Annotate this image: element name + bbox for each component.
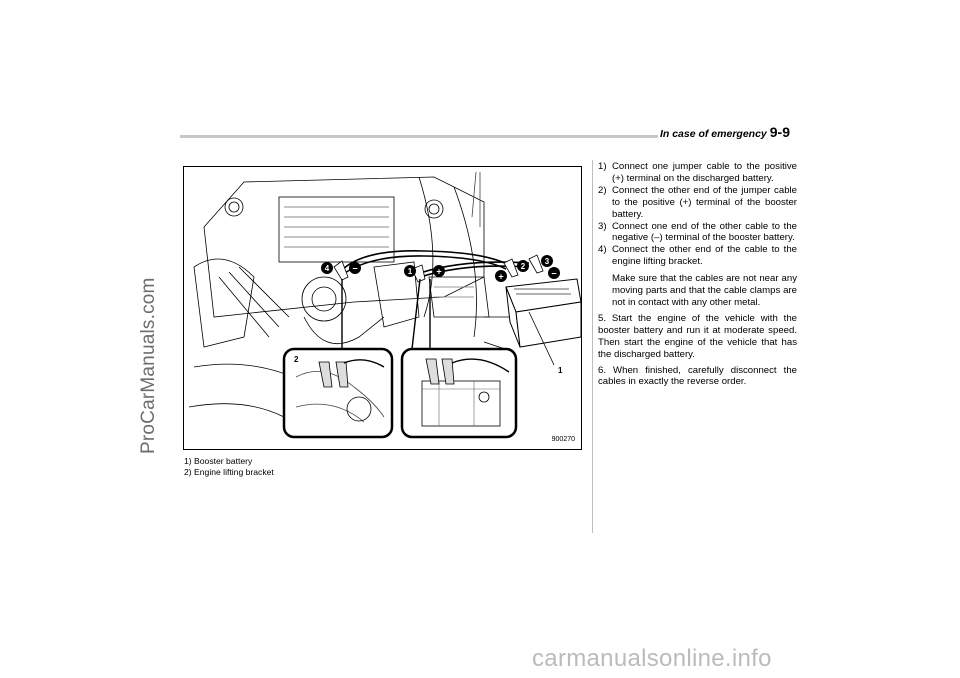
step-text: Connect one end of the other cable to the negative (–) terminal of the booster battery. <box>612 220 797 244</box>
paragraph-step-6: 6. When finished, carefully disconnect the cables in exactly the reverse order. <box>598 364 797 388</box>
minus-sign-engine: − <box>352 263 358 274</box>
caption-item: 1) Booster battery <box>184 456 253 466</box>
figure-code: 900270 <box>551 436 575 443</box>
step-text: Connect one jumper cable to the positive (+) terminal on the discharged battery. <box>612 161 797 184</box>
step-number: 1) <box>598 161 607 172</box>
page-number: 9-9 <box>769 124 790 140</box>
step-item <box>598 244 797 268</box>
step-text: Connect the other end of the cable to the engine lifting bracket. <box>612 244 797 268</box>
step-number: 2) <box>598 184 607 196</box>
bottom-watermark: carmanualsonline.info <box>532 645 772 672</box>
callout-2: 2 <box>294 355 299 364</box>
engine-jump-start-illustration <box>184 167 581 449</box>
plus-sign-discharged: + <box>436 266 442 277</box>
step-item <box>598 161 797 185</box>
step-number: 4) <box>598 244 607 256</box>
caption-item: 2) Engine lifting bracket <box>184 467 274 477</box>
step-item <box>598 221 797 245</box>
paragraph-step-5: 5. Start the engine of the vehicle with the booster battery and run it at moderate speed. Then start the engine of the vehicle that has the discharged battery. <box>598 312 797 360</box>
instructions <box>598 161 797 388</box>
plus-sign-booster: + <box>498 271 504 282</box>
section-title: In case of emergency <box>659 128 767 140</box>
marker-4: 4 <box>324 264 330 273</box>
minus-sign-booster: − <box>551 268 557 279</box>
marker-1: 1 <box>407 267 413 276</box>
figure <box>183 166 582 450</box>
step-number: 3) <box>598 220 607 232</box>
marker-3: 3 <box>544 257 550 266</box>
side-watermark: ProCarManuals.com <box>138 277 159 454</box>
step-item <box>598 185 797 221</box>
column-divider <box>592 160 593 533</box>
page-header <box>660 124 790 142</box>
marker-2: 2 <box>520 262 526 271</box>
safety-note: Make sure that the cables are not near any moving parts and that the cable clamps are not in contact with any other metal. <box>612 273 797 308</box>
header-rule <box>180 135 658 138</box>
callout-1: 1 <box>558 366 563 375</box>
figure-captions <box>184 456 274 478</box>
step-text: Connect the other end of the jumper cable to the positive (+) terminal of the booster battery. <box>612 184 797 220</box>
